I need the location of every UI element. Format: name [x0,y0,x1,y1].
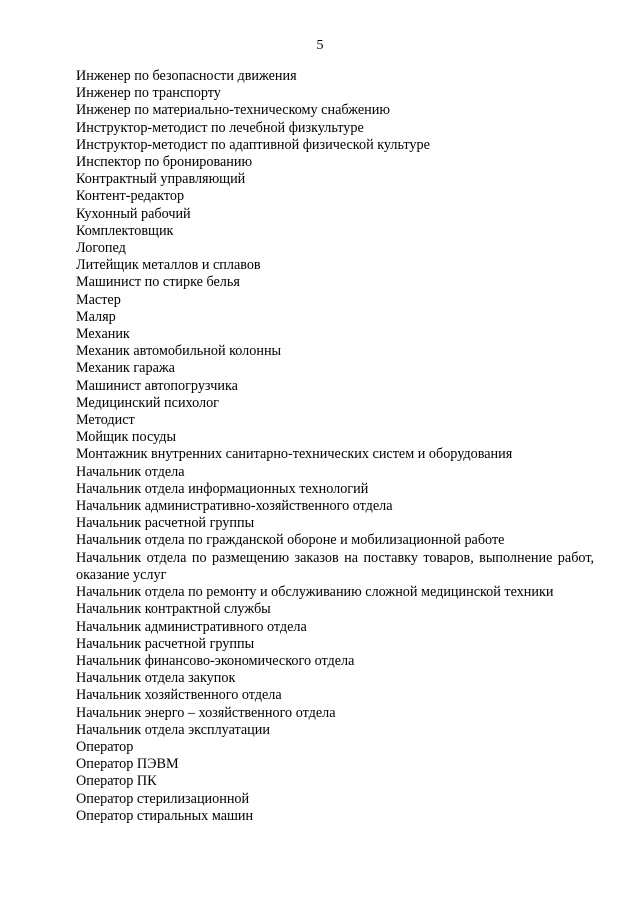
job-title-item: Начальник финансово-экономического отдела [76,652,355,669]
job-title-item: Начальник отдела по ремонту и обслуживанию сложной медицинской техники [76,584,554,601]
job-title-item: Оператор [76,738,134,755]
job-title-item: Машинист автопогрузчика [76,377,238,394]
job-title-item: Инструктор-методист по адаптивной физической культуре [76,136,430,153]
job-title-item: Начальник административно-хозяйственного отдела [76,498,393,515]
job-title-item: Инженер по материально-техническому снабжению [76,102,390,119]
job-title-item: Медицинский психолог [76,394,219,411]
job-title-item: Оператор ПЭВМ [76,756,179,773]
job-title-item: Начальник энерго – хозяйственного отдела [76,704,336,721]
job-title-item: Инструктор-методист по лечебной физкультуре [76,119,364,136]
job-title-item: Инженер по безопасности движения [76,68,297,84]
job-title-item: Начальник отдела по размещению заказов на поставку товаров, выполнение работ, оказание услуг [76,549,594,583]
job-title-item: Контент-редактор [76,188,185,205]
job-title-item: Логопед [76,240,126,257]
job-title-item: Оператор ПК [76,773,157,790]
job-title-item: Контрактный управляющий [76,171,246,188]
job-title-item: Мойщик посуды [76,429,177,446]
job-title-item: Инженер по транспорту [76,85,221,102]
job-title-item: Машинист по стирке белья [76,274,240,291]
job-title-item: Оператор стиральных машин [76,807,254,824]
job-title-item: Начальник отдела закупок [76,670,236,687]
job-title-item: Литейщик металлов и сплавов [76,257,261,274]
job-title-item: Начальник хозяйственного отдела [76,687,282,704]
job-title-item: Комплектовщик [76,222,174,239]
job-title-item: Начальник расчетной группы [76,635,255,652]
job-title-item: Начальник расчетной группы [76,515,255,532]
job-title-item: Методист [76,412,135,429]
job-title-item: Начальник контрактной службы [76,601,271,618]
job-title-item: Оператор стерилизационной [76,790,250,807]
job-title-item: Мастер [76,291,121,308]
job-title-item: Начальник отдела по гражданской обороне и мобилизационной работе [76,532,505,549]
job-title-item: Начальник административного отдела [76,618,307,635]
job-title-item: Монтажник внутренних санитарно-технических систем и оборудования [76,446,513,463]
job-title-item: Начальник отдела информационных технологий [76,480,369,497]
job-title-item: Инспектор по бронированию [76,154,253,171]
job-title-item: Кухонный рабочий [76,205,191,222]
job-title-item: Маляр [76,308,116,325]
job-title-item: Механик [76,326,130,343]
job-title-item: Механик автомобильной колонны [76,343,282,360]
page-number: 5 [316,38,324,53]
job-title-item: Механик гаража [76,360,175,377]
job-title-item: Начальник отдела [76,463,185,480]
job-title-item: Начальник отдела эксплуатации [76,721,270,738]
job-title-list [76,68,594,825]
